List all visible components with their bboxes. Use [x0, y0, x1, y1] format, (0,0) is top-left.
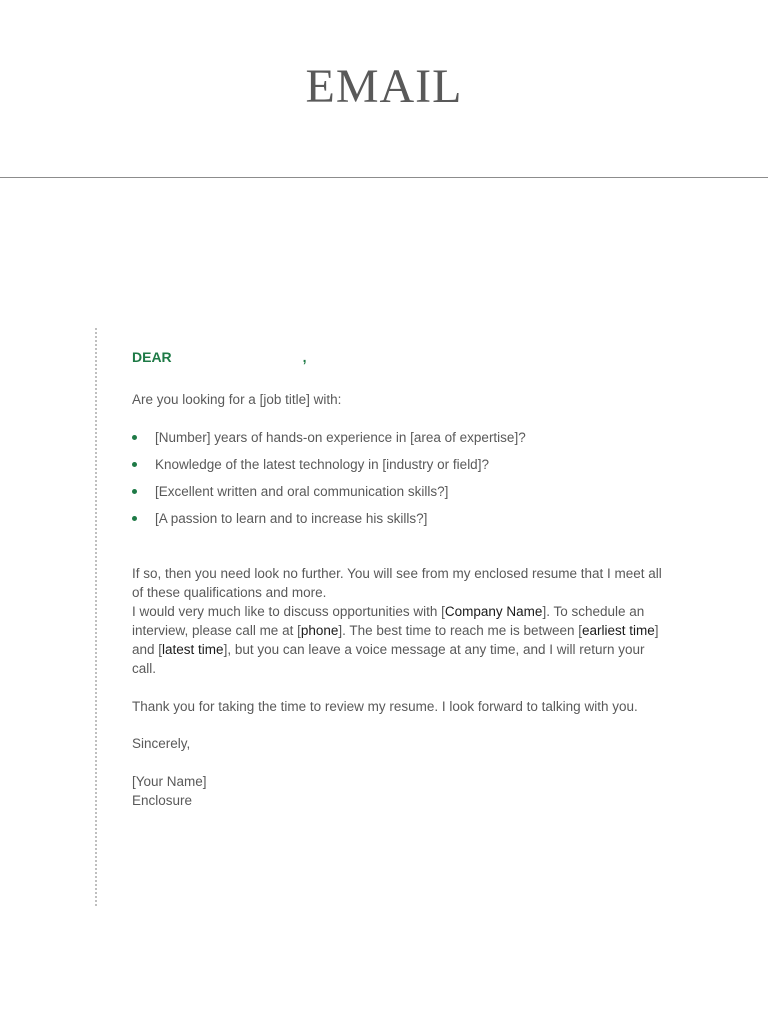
latest-time-field[interactable]: latest time	[162, 642, 224, 657]
list-item	[132, 455, 672, 482]
list-item-text: [Excellent written and oral communication skills?]	[155, 484, 449, 499]
paragraph-thanks: Thank you for taking the time to review my resume. I look forward to talking with you.	[132, 699, 638, 714]
paragraph-contact-text: ] and [	[132, 623, 659, 657]
signature-name: [Your Name]	[132, 774, 207, 789]
company-name-field[interactable]: Company Name	[444, 604, 543, 619]
salutation-comma: ,	[302, 349, 307, 365]
bullet-icon	[132, 435, 137, 440]
paragraph-contact-text: ]. The best time to reach me is between [	[338, 623, 583, 638]
salutation-word: DEAR	[132, 349, 172, 365]
enclosure-note: Enclosure	[132, 793, 193, 808]
list-item	[132, 509, 672, 536]
bullet-icon	[132, 462, 137, 467]
paragraph-qualifications: If so, then you need look no further. You will see from my enclosed resume that I meet all of these qualifications and more.	[132, 566, 662, 600]
letter-side-rule	[95, 328, 97, 906]
paragraph-contact-text: ], but you can leave a voice message at any time, and I will return your call.	[132, 642, 645, 676]
list-item-text: [Number] years of hands-on experience in [area of expertise]?	[155, 430, 526, 445]
closing: Sincerely,	[132, 736, 191, 751]
header-divider	[0, 177, 768, 178]
qualifications-list	[132, 428, 672, 536]
list-item	[132, 428, 672, 455]
list-item	[132, 482, 672, 509]
earliest-time-field[interactable]: earliest time	[582, 623, 655, 638]
page-title: EMAIL	[305, 60, 463, 113]
phone-field[interactable]: phone	[300, 623, 339, 638]
salutation	[132, 348, 672, 368]
letter-body	[132, 348, 672, 810]
bullet-icon	[132, 489, 137, 494]
bullet-icon	[132, 516, 137, 521]
paragraph-contact-text: ]. To schedule an interview, please call me at [	[132, 604, 645, 638]
paragraph-contact	[132, 602, 672, 678]
paragraph-contact-text: I would very much like to discuss opportunities with [	[132, 604, 445, 619]
intro-line: Are you looking for a [job title] with:	[132, 392, 342, 407]
list-item-text: [A passion to learn and to increase his skills?]	[155, 511, 428, 526]
list-item-text: Knowledge of the latest technology in [industry or field]?	[155, 457, 489, 472]
